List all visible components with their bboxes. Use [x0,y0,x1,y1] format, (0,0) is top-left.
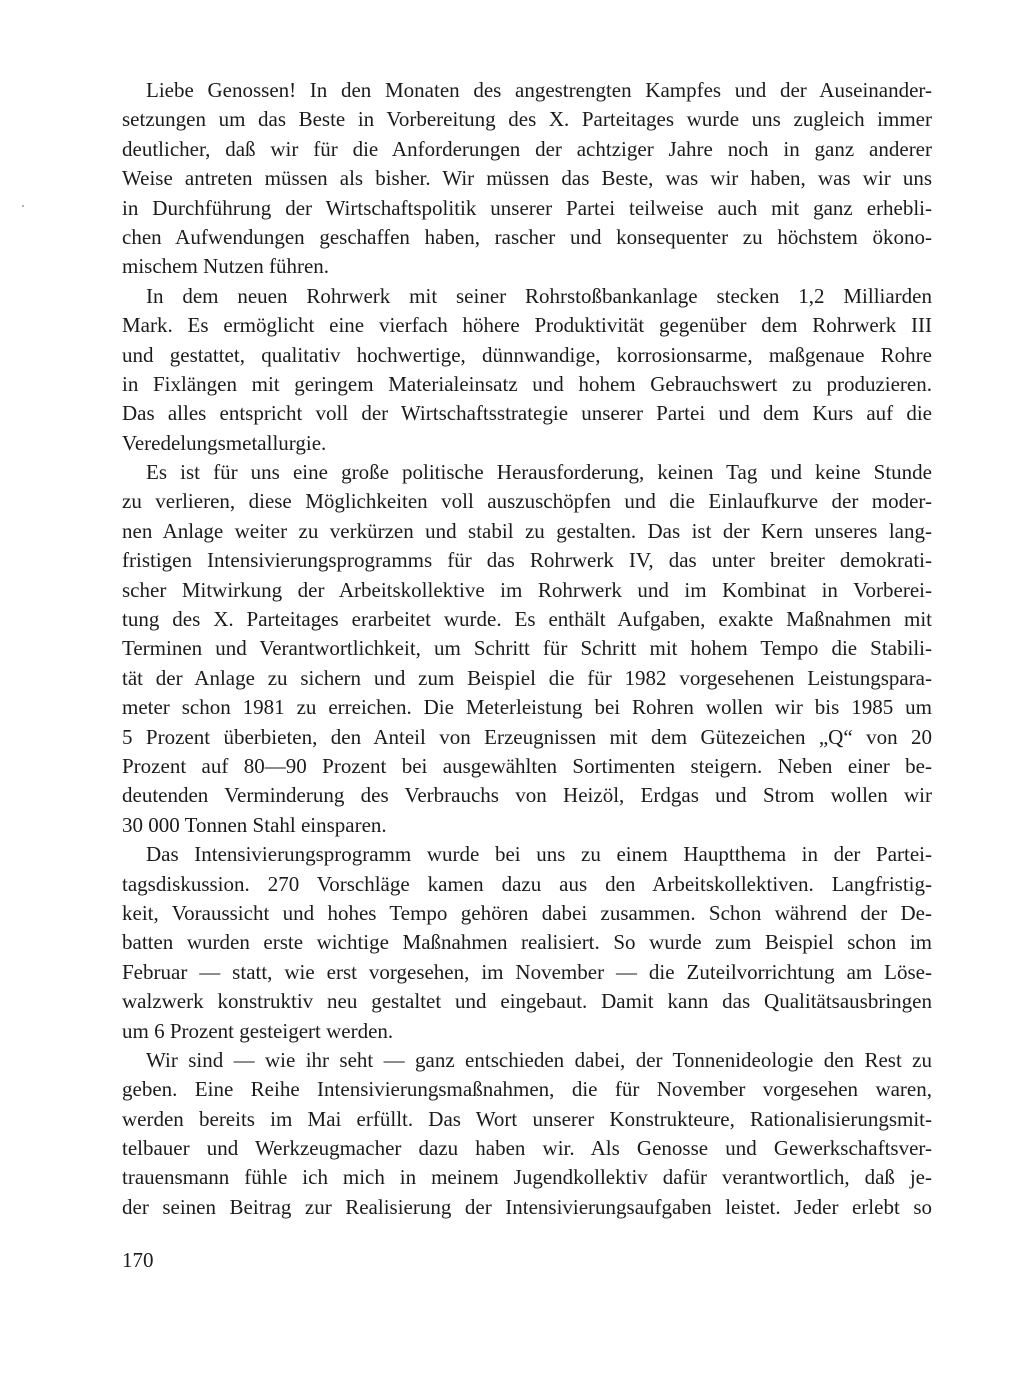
text-line: tät der Anlage zu sichern und zum Beispiel die für 1982 vorgesehenen Leistungspara- [122,665,932,690]
paragraph [122,840,932,1046]
text-line: Es ist für uns eine große politische Herausforderung, keinen Tag und keine Stunde [146,460,932,485]
text-line: werden bereits im Mai erfüllt. Das Wort unserer Konstrukteure, Rationalisierungsmit- [122,1106,932,1131]
text-line: tung des X. Parteitages erarbeitet wurde. Es enthält Aufgaben, exakte Maßnahmen mit [122,607,932,632]
paragraph [122,1046,932,1222]
text-line: Prozent auf 80—90 Prozent bei ausgewählten Sortimenten steigern. Neben einer be- [122,753,932,778]
text-line: walzwerk konstruktiv neu gestaltet und eingebaut. Damit kann das Qualitätsausbringen [122,989,932,1014]
text-line: nen Anlage weiter zu verkürzen und stabil zu gestalten. Das ist der Kern unseres lang- [122,518,932,543]
text-line: Mark. Es ermöglicht eine vierfach höhere Produktivität gegenüber dem Rohrwerk III [122,313,932,338]
text-line: meter schon 1981 zu erreichen. Die Meterleistung bei Rohren wollen wir bis 1985 um [122,695,932,720]
paragraph [122,76,932,282]
text-line: telbauer und Werkzeugmacher dazu haben wir. Als Genosse und Gewerkschaftsver- [122,1136,932,1161]
text-line: Weise antreten müssen als bisher. Wir müssen das Beste, was wir haben, was wir uns [122,166,932,191]
text-line: Veredelungsmetallurgie. [122,430,327,455]
text-line: batten wurden erste wichtige Maßnahmen realisiert. So wurde zum Beispiel schon im [122,930,932,955]
text-line: geben. Eine Reihe Intensivierungsmaßnahmen, die für November vorgesehen waren, [122,1077,932,1102]
text-line: und gestattet, qualitativ hochwertige, dünnwandige, korrosionsarme, maßgenaue Rohre [122,342,932,367]
text-line: deutlicher, daß wir für die Anforderungen der achtziger Jahre noch in ganz anderer [122,136,932,161]
text-line: trauensmann fühle ich mich in meinem Jugendkollektiv dafür verantwortlich, daß je- [122,1165,932,1190]
text-line: in Durchführung der Wirtschaftspolitik unserer Partei teilweise auch mit ganz erhebli- [122,195,932,220]
text-line: Februar — statt, wie erst vorgesehen, im November — die Zuteilvorrichtung am Löse- [122,959,932,984]
text-line: tagsdiskussion. 270 Vorschläge kamen dazu aus den Arbeitskollektiven. Langfristig- [122,871,932,896]
text-line: keit, Voraussicht und hohes Tempo gehören dabei zusammen. Schon während der De- [122,900,932,925]
text-line: deutenden Verminderung des Verbrauchs von Heizöl, Erdgas und Strom wollen wir [122,783,932,808]
text-line: 30 000 Tonnen Stahl einsparen. [122,812,387,837]
page-number: 170 [122,1248,154,1272]
text-line: Liebe Genossen! In den Monaten des angestrengten Kampfes und der Auseinander- [146,78,932,102]
text-line: Das alles entspricht voll der Wirtschaftsstrategie unserer Partei und dem Kurs auf die [122,401,932,426]
scan-speck [22,205,24,207]
text-line: scher Mitwirkung der Arbeitskollektive im Rohrwerk und im Kombinat in Vorberei- [122,577,932,602]
text-line: 5 Prozent überbieten, den Anteil von Erzeugnissen mit dem Gütezeichen „Q“ von 20 [122,724,932,749]
paragraph [122,458,932,840]
text-line: Terminen und Verantwortlichkeit, um Schritt für Schritt mit hohem Tempo die Stabili- [122,636,932,661]
paragraph [122,282,932,458]
body-text [122,76,932,1222]
text-line: Das Intensivierungsprogramm wurde bei uns zu einem Hauptthema in der Partei- [146,842,932,867]
text-line: in Fixlängen mit geringem Materialeinsatz und hohem Gebrauchswert zu produzieren. [122,371,932,396]
text-line: der seinen Beitrag zur Realisierung der Intensivierungsaufgaben leistet. Jeder erlebt so [122,1194,932,1219]
text-line: zu verlieren, diese Möglichkeiten voll auszuschöpfen und die Einlaufkurve der moder- [122,489,932,514]
text-line: chen Aufwendungen geschaffen haben, rascher und konsequenter zu höchstem ökono- [122,224,932,249]
text-line: um 6 Prozent gesteigert werden. [122,1018,394,1043]
text-line: setzungen um das Beste in Vorbereitung des X. Parteitages wurde uns zugleich immer [122,107,932,132]
text-line: mischem Nutzen führen. [122,254,330,279]
text-line: Wir sind — wie ihr seht — ganz entschieden dabei, der Tonnenideologie den Rest zu [146,1047,932,1072]
text-line: fristigen Intensivierungsprogramms für das Rohrwerk IV, das unter breiter demokrati- [122,548,932,573]
text-line: In dem neuen Rohrwerk mit seiner Rohrstoßbankanlage stecken 1,2 Milliarden [146,283,932,308]
